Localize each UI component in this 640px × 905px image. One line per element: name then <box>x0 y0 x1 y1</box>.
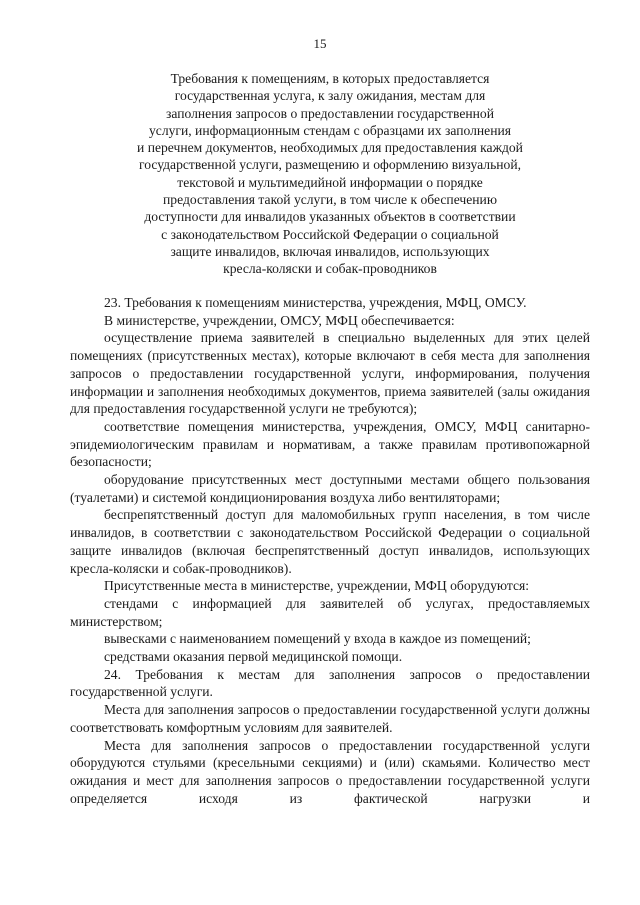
heading-line: и перечнем документов, необходимых для предоставления каждой <box>137 140 523 156</box>
list-item: оборудование присутственных мест доступными местами общего пользования (туалетами) и системой кондиционирования воздуха либо вентиляторами; <box>70 472 590 505</box>
paragraph: Места для заполнения запросов о предоставлении государственной услуги оборудуются стульями (кресельными секциями) и (или) скамьями. Количество мест ожидания и мест для заполнения запросов о предоставлении государственной услуги определяется исходя из фактической нагрузки и <box>70 737 590 806</box>
list-item: осуществление приема заявителей в специально выделенных для этих целей помещениях (присутственных местах), которые включают в себя места для заполнения запросов о предоставлении государственной услуги, информирования, получения информации и заполнения необходимых документов, приема заявителей (залы ожидания для предоставления государственной услуги не требуются); <box>70 330 590 417</box>
list-item: вывесками с наименованием помещений у входа в каждое из помещений; <box>104 631 531 647</box>
heading-line: защите инвалидов, включая инвалидов, использующих <box>170 243 490 259</box>
paragraph: В министерстве, учреждении, ОМСУ, МФЦ обеспечивается: <box>104 312 455 328</box>
paragraph: Места для заполнения запросов о предоставлении государственной услуги должны соответствовать комфортным условиям для заявителей. <box>70 702 590 735</box>
heading-line: с законодательством Российской Федерации о социальной <box>161 226 499 242</box>
body-text <box>70 294 590 807</box>
heading-line: заполнения запросов о предоставлении государственной <box>166 105 494 121</box>
page-number: 15 <box>313 36 327 51</box>
list-item: беспрепятственный доступ для маломобильных групп населения, в том числе инвалидов, в соответствии с законодательством Российской Федерации о социальной защите инвалидов (включая беспрепятственный доступ инвалидов, использующих кресла-коляски и собак-проводников). <box>70 507 590 576</box>
clause-24-title: 24. Требования к местам для заполнения запросов о предоставлении государственной услуги. <box>70 666 590 700</box>
heading-line: государственная услуга, к залу ожидания, местам для <box>174 88 486 104</box>
list-item: соответствие помещения министерства, учреждения, ОМСУ, МФЦ санитарно-эпидемиологическим правилам и нормативам, а также правилам противопожарной безопасности; <box>70 418 590 470</box>
heading-line: Требования к помещениям, в которых предоставляется <box>170 71 490 86</box>
list-item: средствами оказания первой медицинской помощи. <box>104 649 403 665</box>
heading-line: текстовой и мультимедийной информации о порядке <box>177 174 483 190</box>
list-item: стендами с информацией для заявителей об услугах, предоставляемых министерством; <box>70 595 590 629</box>
section-heading <box>100 70 560 278</box>
paragraph: Присутственные места в министерстве, учреждении, МФЦ оборудуются: <box>104 578 530 594</box>
heading-line: кресла-коляски и собак-проводников <box>223 261 437 277</box>
heading-line: государственной услуги, размещению и оформлению визуальной, <box>138 157 522 173</box>
heading-line: услуги, информационным стендам с образцами их заполнения <box>148 122 512 138</box>
heading-line: предоставления такой услуги, в том числе к обеспечению <box>163 192 497 208</box>
heading-line: доступности для инвалидов указанных объектов в соответствии <box>144 209 516 225</box>
clause-23-title: 23. Требования к помещениям министерства, учреждения, МФЦ, ОМСУ. <box>104 295 527 310</box>
